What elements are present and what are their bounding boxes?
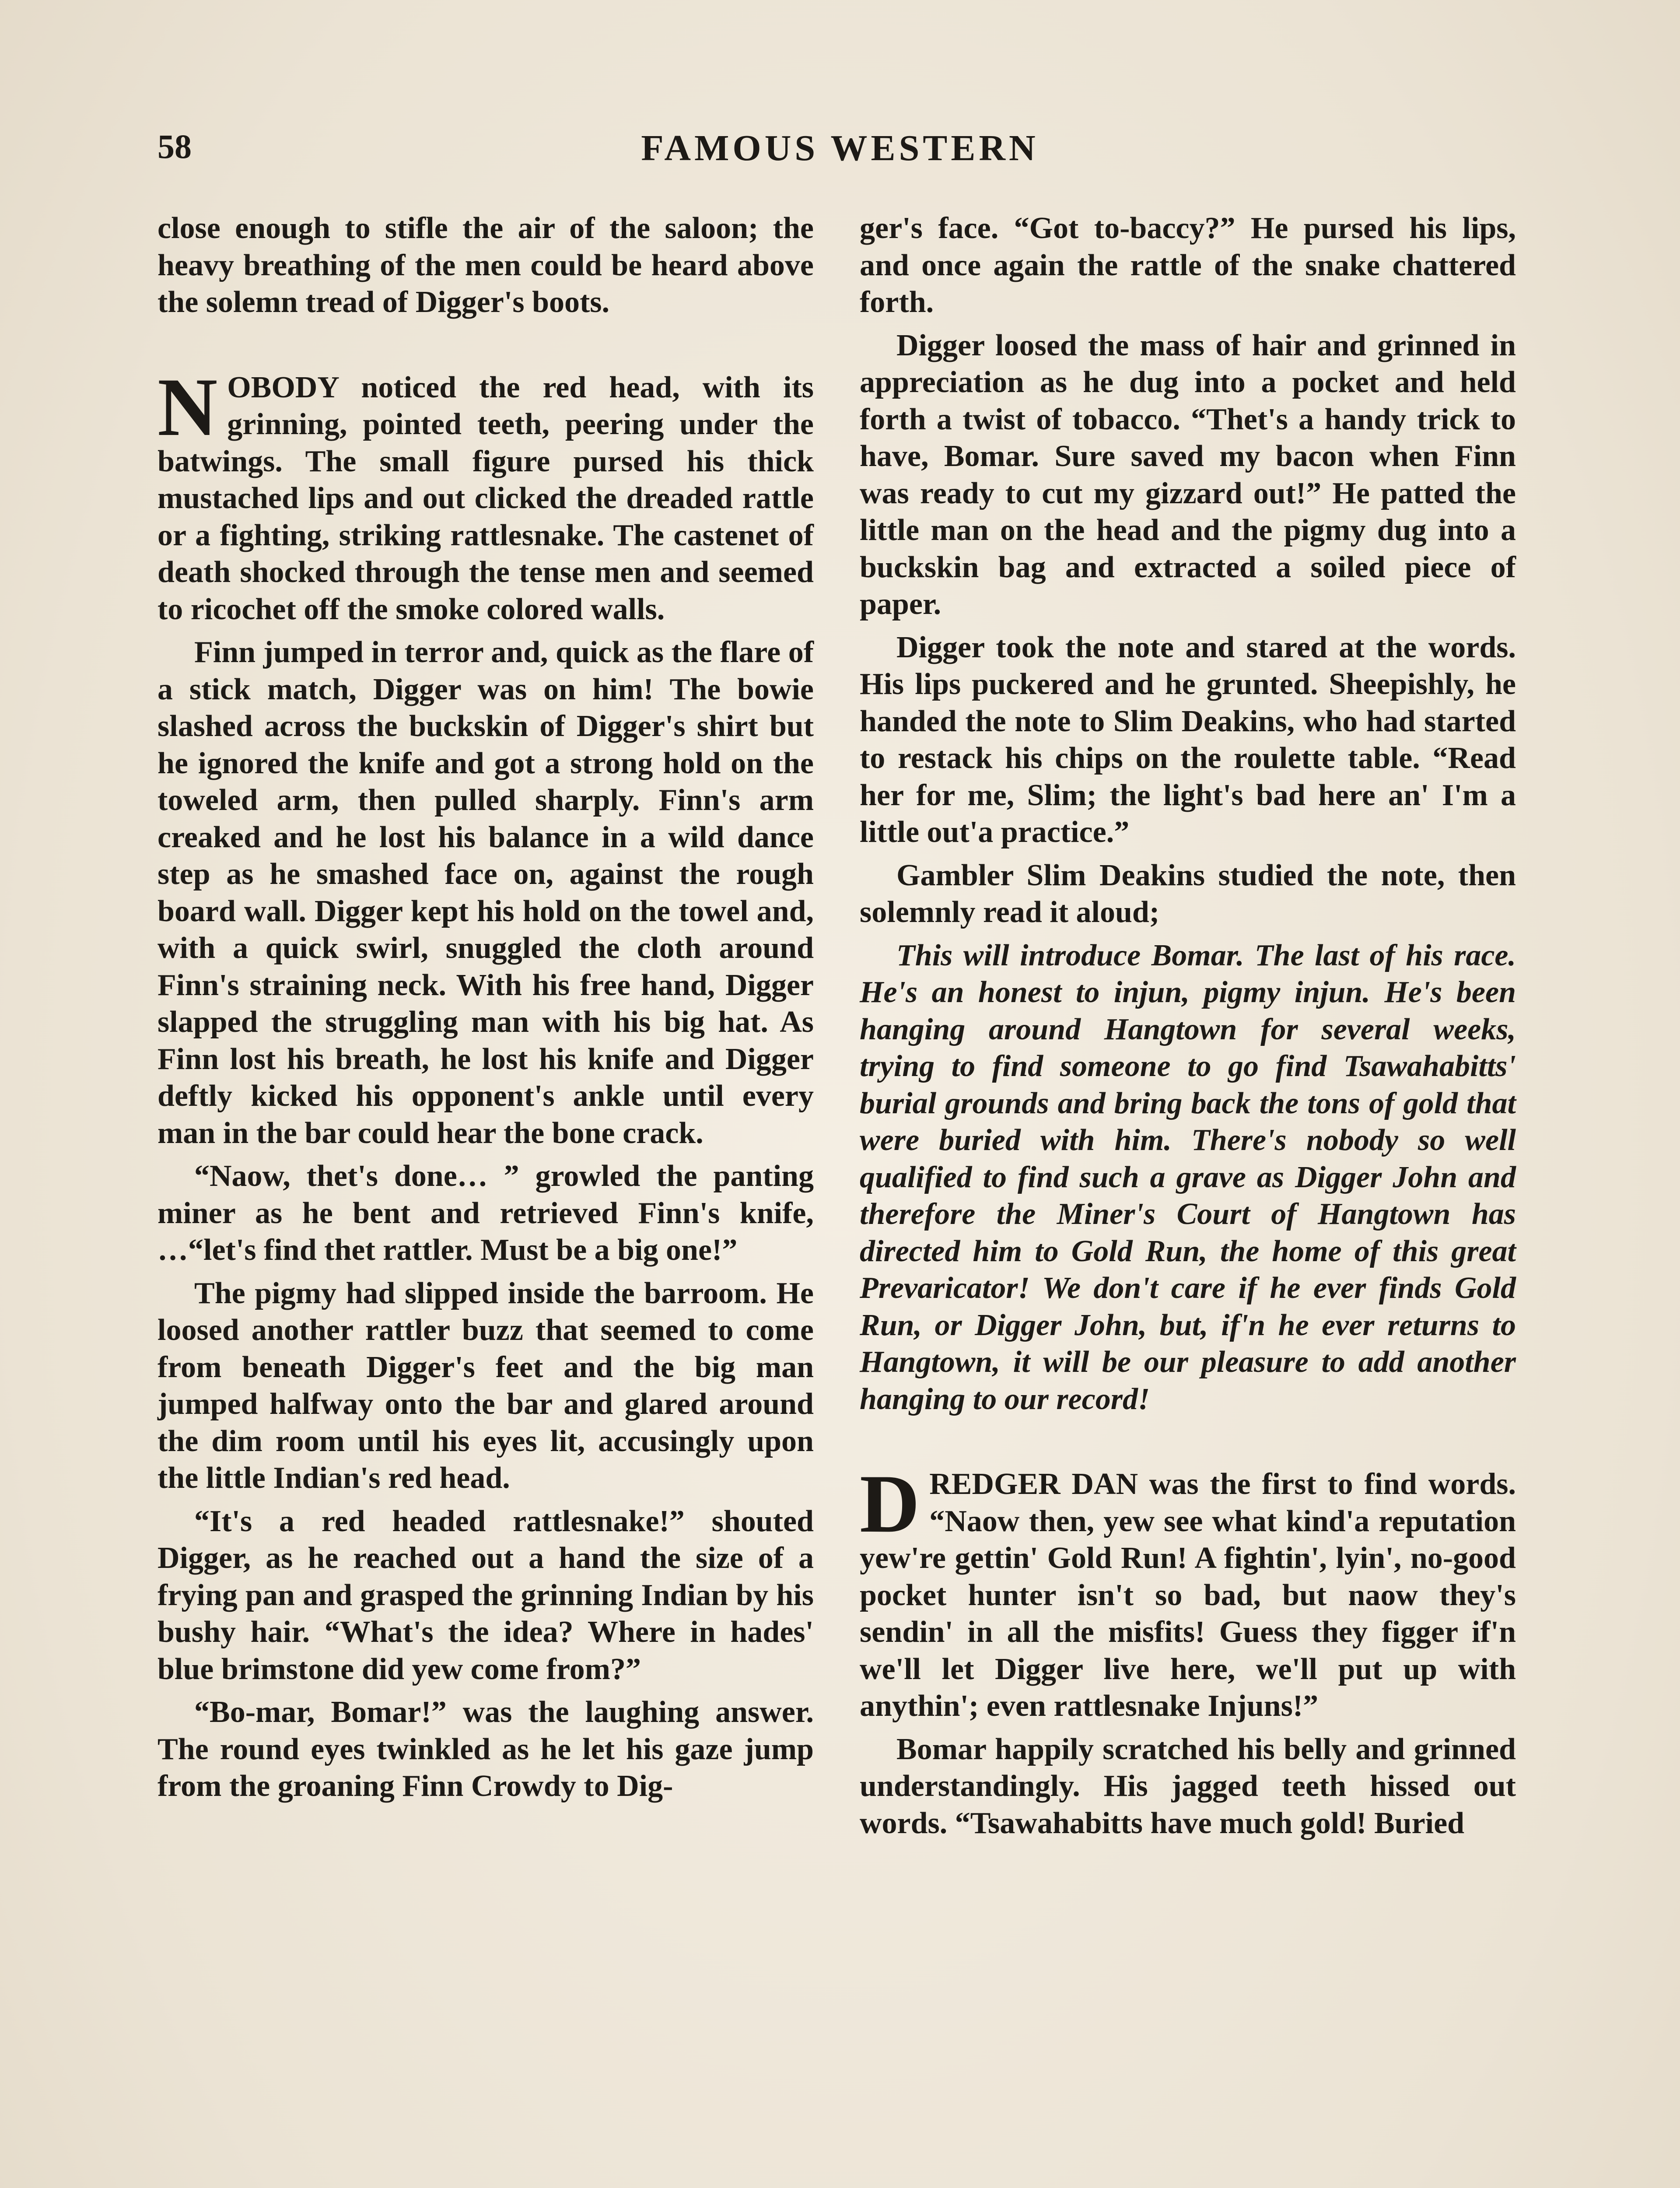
page-header bbox=[158, 127, 1522, 175]
paragraph-dropcap bbox=[158, 361, 814, 628]
paragraph: The pigmy had slipped inside the barroom. He loosed another rattler buzz that seemed to come from beneath Digger's feet and the big man jumped halfway onto the bar and glared around the dim room until his eyes lit, accusingly upon the little Indian's red head. bbox=[158, 1276, 814, 1495]
paragraph: Finn jumped in terror and, quick as the flare of a stick match, Digger was on him! The bowie slashed across the buckskin of Digger's shirt but he ignored the knife and got a strong hold on the toweled arm, then pulled sharply. Finn's arm creaked and he lost his balance in a wild dance step as he smashed face on, against the rough board wall. Digger kept his hold on the towel and, with a quick swirl, snuggled the cloth around Finn's straining neck. With his free hand, Digger slapped the struggling man with his big hat. As Finn lost his breath, he lost his knife and Digger deftly kicked his opponent's ankle until every man in the bar could hear the bone crack. bbox=[158, 635, 814, 1150]
running-head: FAMOUS WESTERN bbox=[641, 128, 1039, 168]
lead-in: REDGER DAN bbox=[929, 1467, 1138, 1501]
right-column bbox=[860, 210, 1516, 1848]
drop-cap: D bbox=[860, 1458, 920, 1550]
paragraph: “Bo-mar, Bomar!” was the laughing answer. The round eyes twinkled as he let his gaze jump from the groaning Finn Crowdy to Dig- bbox=[158, 1695, 814, 1803]
paragraph: “It's a red headed rattlesnake!” shouted Digger, as he reached out a hand the size of a frying pan and grasped the grinning Indian by his bushy hair. “What's the idea? Where in hades' blue brimstone did yew come from?” bbox=[158, 1504, 814, 1686]
paragraph-dropcap bbox=[860, 1458, 1516, 1725]
paragraph: ger's face. “Got to-baccy?” He pursed his lips, and once again the rattle of the snake chattered forth. bbox=[860, 211, 1516, 319]
quoted-letter: This will introduce Bomar. The last of his race. He's an honest to injun, pigmy injun. He's been hanging around Hangtown for several weeks, trying to find someone to go find Tsawahabitts' burial grounds and bring back the tons of gold that were buried with him. There's nobody so well qualified to find such a grave as Digger John and therefore the Miner's Court of Hangtown has directed him to Gold Run, the home of this great Prevaricator! We don't care if he ever finds Gold Run, or Digger John, but, if'n he ever returns to Hangtown, it will be our pleasure to add another hanging to our record! bbox=[860, 938, 1516, 1416]
paragraph-text: noticed the red head, with its grinning, pointed teeth, peering under the batwings. The small figure pursed his thick mustached lips and out clicked the dreaded rattle or a fighting, striking rattlesnake. The castenet of death shocked through the tense men and seemed to ricochet off the smoke colored walls. bbox=[158, 370, 814, 626]
paragraph: close enough to stifle the air of the saloon; the heavy breathing of the men could be heard above the solemn tread of Digger's boots. bbox=[158, 211, 814, 319]
paragraph: Bomar happily scratched his belly and grinned understandingly. His jagged teeth hissed out words. “Tsawahabitts have much gold! Buried bbox=[860, 1732, 1516, 1840]
paragraph: Digger loosed the mass of hair and grinned in appreciation as he dug into a pocket and held forth a twist of tobacco. “Thet's a handy trick to have, Bomar. Sure saved my bacon when Finn was ready to cut my gizzard out!” He patted the little man on the head and the pigmy dug into a buckskin bag and extracted a soiled piece of paper. bbox=[860, 328, 1516, 621]
drop-cap: N bbox=[158, 361, 218, 453]
left-column bbox=[158, 210, 814, 1811]
paragraph-text: was the first to find words. “Naow then, yew see what kind'a reputation yew're gettin' Gold Run! A fightin', lyin', no-good pocket hunter isn't so bad, but naow they's sendin' in all the misfits! Guess they figger if'n we'll let Digger live here, we'll put up with anythin'; even rattlesnake Injuns!” bbox=[860, 1467, 1516, 1723]
lead-in: OBODY bbox=[227, 370, 339, 404]
paragraph: Digger took the note and stared at the words. His lips puckered and he grunted. Sheepishly, he handed the note to Slim Deakins, who had started to restack his chips on the roulette table. “Read her for me, Slim; the light's bad here an' I'm a little out'a practice.” bbox=[860, 630, 1516, 849]
paragraph: “Naow, thet's done… ” growled the panting miner as he bent and retrieved Finn's knife, …“let's find thet rattler. Must be a big one!” bbox=[158, 1159, 814, 1267]
page-number: 58 bbox=[158, 127, 192, 165]
paragraph: Gambler Slim Deakins studied the note, then solemnly read it aloud; bbox=[860, 858, 1516, 929]
